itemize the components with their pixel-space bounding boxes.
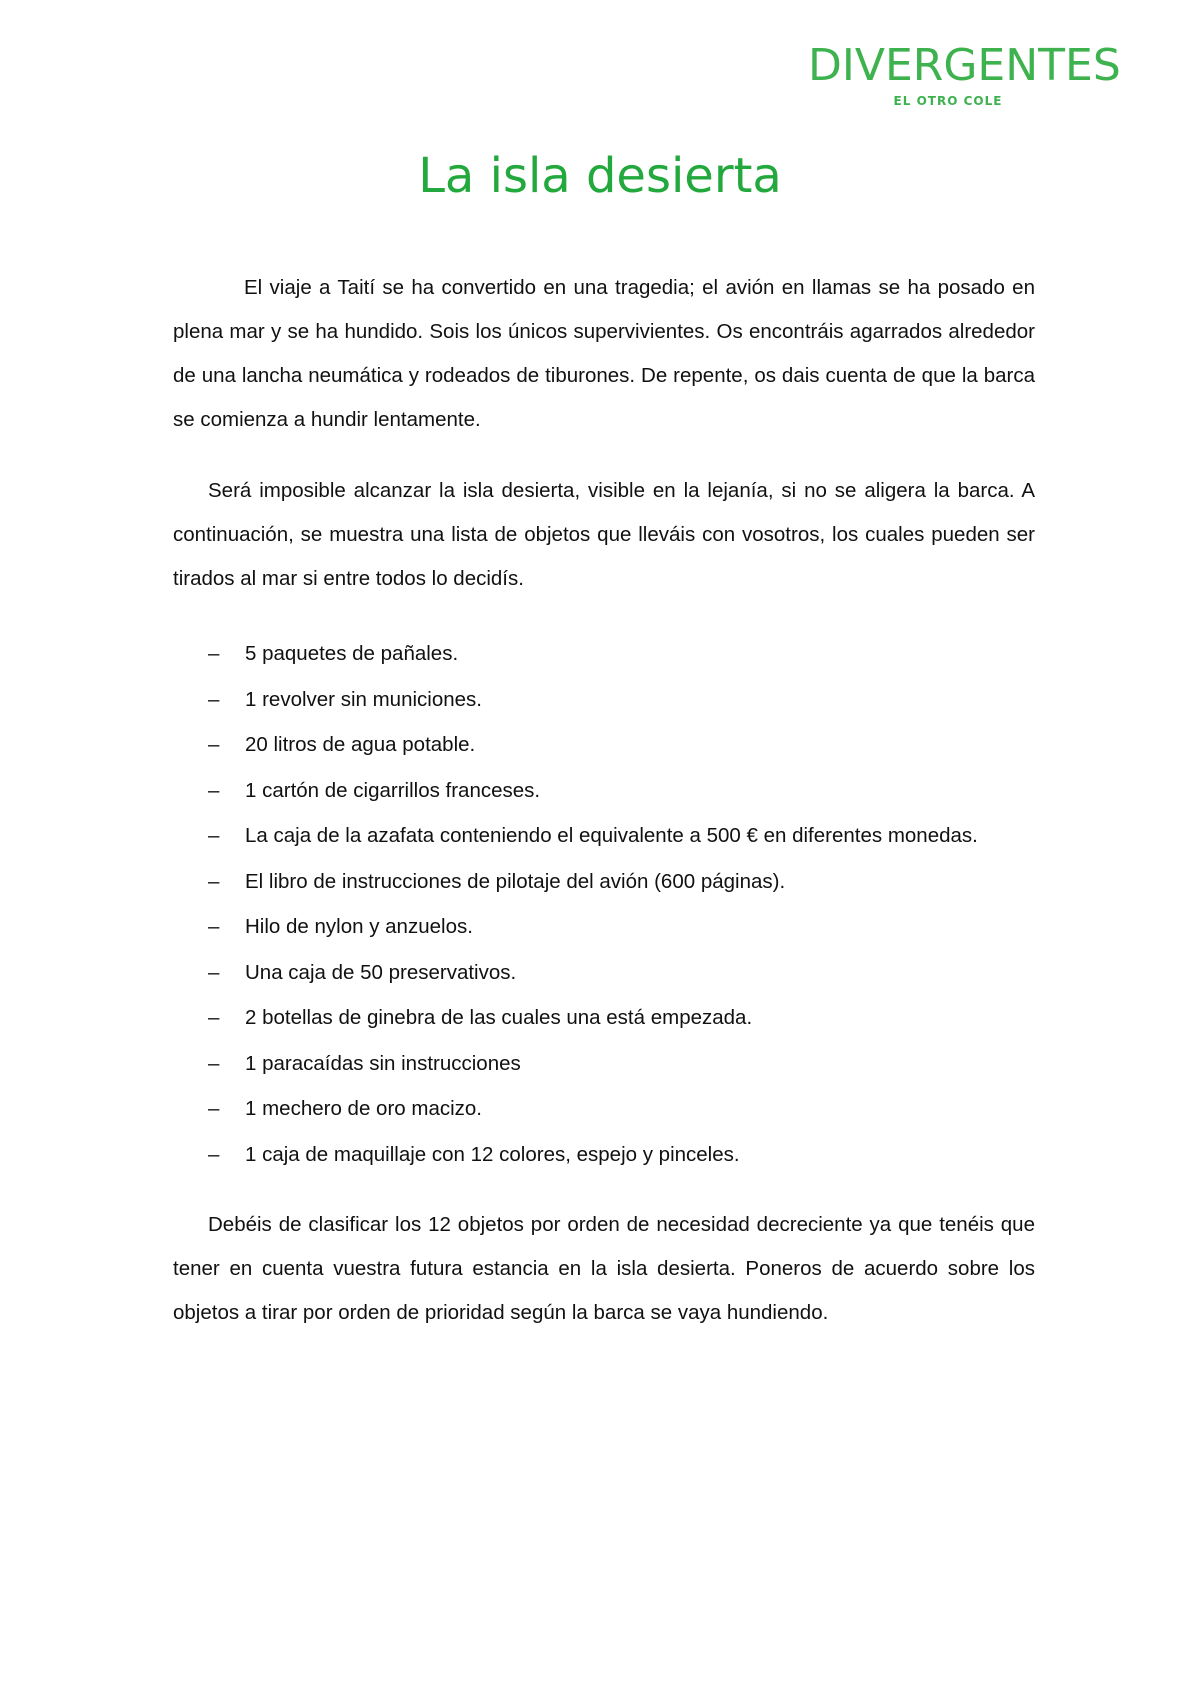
list-dash: – (208, 1006, 220, 1029)
list-item (173, 1132, 1035, 1178)
logo-wordmark: DIVERGENTES (808, 40, 1121, 91)
list-item-text: Hilo de nylon y anzuelos. (245, 915, 473, 938)
list-item-text: La caja de la azafata conteniendo el equivalente a 500 € en diferentes monedas. (245, 824, 978, 847)
logo-tagline: EL OTRO COLE (893, 94, 1003, 108)
list-item-text: 2 botellas de ginebra de las cuales una está empezada. (245, 1006, 753, 1029)
list-dash: – (208, 915, 220, 938)
divergentes-logo (808, 40, 1121, 124)
list-item-text: 1 cartón de cigarrillos franceses. (245, 778, 541, 802)
list-dash: – (208, 1097, 220, 1120)
list-item-text: 20 litros de agua potable. (245, 733, 476, 756)
page-title: La isla desierta (418, 148, 782, 204)
list-dash: – (208, 1142, 220, 1166)
list-item (173, 813, 1035, 859)
list-item (173, 995, 1035, 1041)
list-item (173, 631, 1035, 677)
list-dash: – (208, 687, 220, 711)
list-item (173, 859, 1035, 905)
list-item (173, 677, 1035, 723)
list-item-text: 1 mechero de oro macizo. (245, 1097, 483, 1120)
list-dash: – (208, 1051, 220, 1075)
list-item-text: Una caja de 50 preservativos. (245, 960, 517, 984)
list-item (173, 950, 1035, 996)
list-dash: – (208, 869, 220, 893)
instructions-paragraph: Será imposible alcanzar la isla desierta, visible en la lejanía, si no se aligera la barca. A continuación, se muestra una lista de objetos que lleváis con vosotros, los cuales pueden ser tirados al mar si entre todos lo decidís. (173, 479, 1035, 590)
document-body (173, 266, 1035, 1335)
list-dash: – (208, 733, 220, 756)
objects-list (173, 631, 1035, 1177)
list-item (173, 904, 1035, 950)
list-item (173, 768, 1035, 814)
list-item (173, 722, 1035, 768)
list-item-text: 5 paquetes de pañales. (245, 642, 459, 665)
list-item-text: El libro de instrucciones de pilotaje del avión (600 páginas). (245, 869, 786, 893)
closing-paragraph: Debéis de clasificar los 12 objetos por orden de necesidad decreciente ya que tenéis que tener en cuenta vuestra futura estancia en la isla desierta. Poneros de acuerdo sobre los objetos a tirar por orden de prioridad según la barca se vaya hundiendo. (173, 1213, 1035, 1324)
list-dash: – (208, 824, 220, 847)
intro-paragraph: El viaje a Taití se ha convertido en una tragedia; el avión en llamas se ha posado en plena mar y se ha hundido. Sois los únicos supervivientes. Os encontráis agarrados alrededor de una lancha neumática y rodeados de tiburones. De repente, os dais cuenta de que la barca se comienza a hundir lentamente. (173, 276, 1035, 431)
list-dash: – (208, 778, 220, 802)
list-dash: – (208, 642, 220, 665)
list-dash: – (208, 960, 220, 984)
list-item-text: 1 caja de maquillaje con 12 colores, espejo y pinceles. (245, 1142, 740, 1166)
list-item (173, 1041, 1035, 1087)
list-item-text: 1 revolver sin municiones. (245, 687, 482, 711)
list-item (173, 1086, 1035, 1132)
list-item-text: 1 paracaídas sin instrucciones (245, 1051, 521, 1075)
